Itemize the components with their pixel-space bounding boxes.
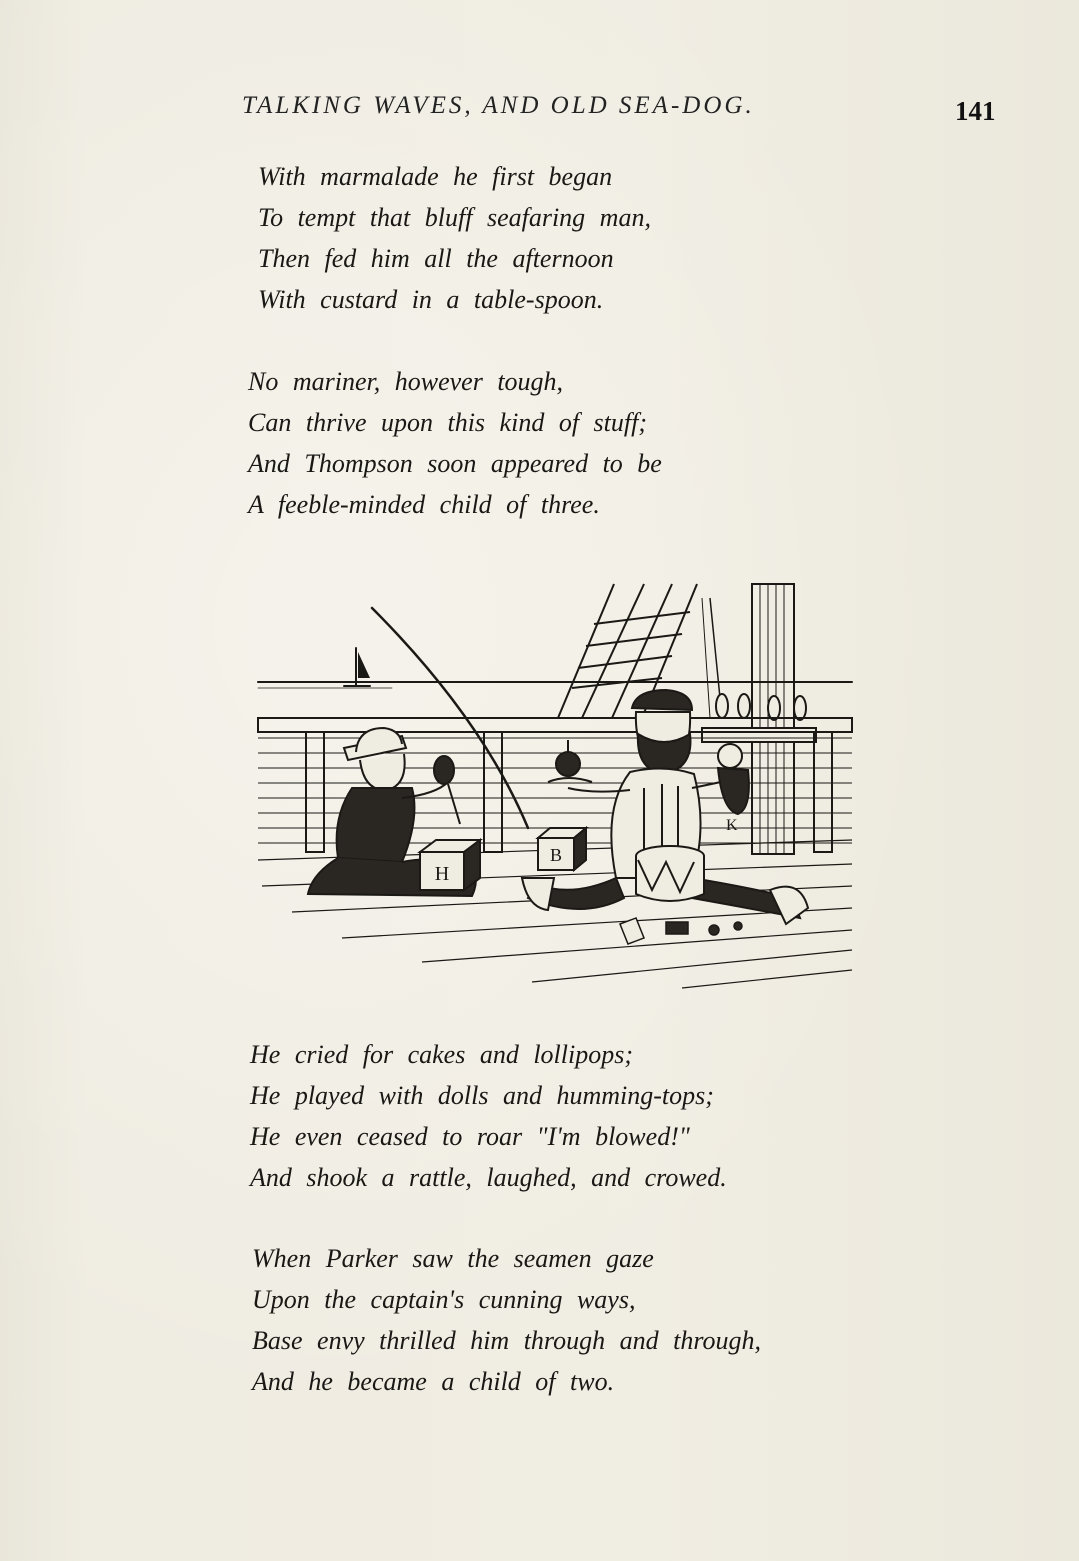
stanza-line: No mariner, however tough,: [248, 367, 564, 396]
stanza-line: And he became a child of two.: [252, 1367, 615, 1396]
stanza-line: He even ceased to roar "I'm blowed!": [250, 1122, 690, 1151]
stanza-line: Then fed him all the afternoon: [258, 244, 614, 273]
stanza-line: Base envy thrilled him through and through,: [252, 1326, 761, 1355]
page-number: 141: [955, 96, 996, 126]
stanza-line: With marmalade he first began: [258, 162, 613, 191]
stanza-line: To tempt that bluff seafaring man,: [258, 203, 651, 232]
stanza-2: [248, 361, 662, 525]
stanza-line: And shook a rattle, laughed, and crowed.: [250, 1163, 727, 1192]
stanza-line: Can thrive upon this kind of stuff;: [248, 408, 647, 437]
stanza-line: He played with dolls and humming-tops;: [250, 1081, 714, 1110]
stanza-line: With custard in a table-spoon.: [258, 285, 604, 314]
stanza-line: He cried for cakes and lollipops;: [250, 1040, 633, 1069]
block-letter: B: [549, 845, 563, 865]
block-letter: H: [434, 863, 450, 885]
sailboat-icon: [344, 648, 370, 686]
stanza-line: When Parker saw the seamen gaze: [252, 1244, 654, 1273]
stanza-3: [250, 1034, 727, 1198]
stanza-line: And Thompson soon appeared to be: [248, 449, 662, 478]
stanza-line: Upon the captain's cunning ways,: [252, 1285, 636, 1314]
stanza-4: [252, 1238, 761, 1402]
stanza-1: [258, 156, 651, 320]
block-letter: K: [726, 817, 738, 834]
stanza-line: A feeble-minded child of three.: [248, 490, 600, 519]
running-title: TALKING WAVES, AND OLD SEA-DOG.: [242, 92, 755, 119]
ship-deck-illustration: [252, 578, 858, 990]
